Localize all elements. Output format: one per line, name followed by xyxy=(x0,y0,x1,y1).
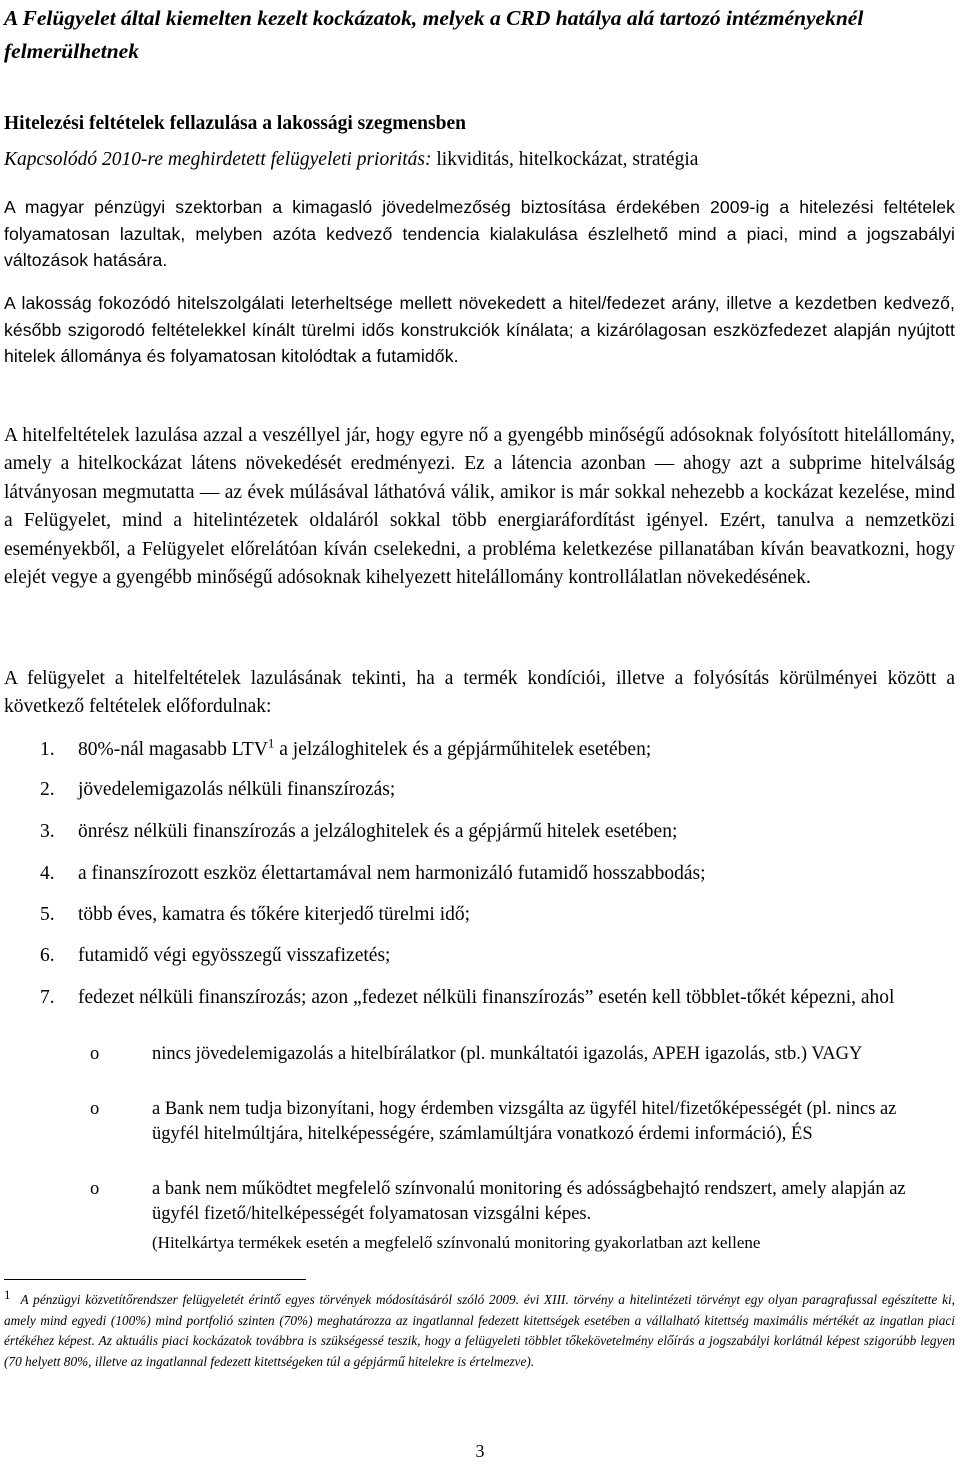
sub-list-bullet: o xyxy=(90,1099,100,1119)
footnote-reference: 1 xyxy=(267,735,275,751)
related-priority-value: likviditás, hitelkockázat, stratégia xyxy=(431,149,699,170)
page-heading: A Felügyelet által kiemelten kezelt kockázatok, melyek a CRD hatálya alá tartozó intézményeknél felmerülhetnek xyxy=(4,6,864,63)
list-text: a finanszírozott eszköz élettartamával nem harmonizáló futamidő hosszabbodás; xyxy=(78,863,706,884)
related-priority-label: Kapcsolódó 2010-re meghirdetett felügyeleti prioritás: xyxy=(4,149,432,170)
list-text: 80%-nál magasabb LTV xyxy=(78,739,268,760)
footnote-text: A pénzügyi közvetítőrendszer felügyeletét érintő egyes törvények módosításáról szóló 2009. évi XIII. törvény a hitelintézeti törvényt egy olyan paragrafussal egészítette ki, amely mind egyedi (100%) mind portfolió szinten (70%) meghatározza az ingatlannal fedezett kitettségek esetében a vállalható kitettség maximális mértékét az ingatlan piaci értékéhez képest. Az aktuális piaci kockázatok továbbra is szükségessé teszik, hogy a felügyeleti többlet tőkekövetelmény előírás a jogszabályi korlátnál képest szigorúbb legyen (70 helyett 80%, illetve az ingatlannal fedezett kitettségeken túl a gépjármű hitelekre is értelmezve). xyxy=(4,1292,955,1369)
trailing-note: (Hitelkártya termékek esetén a megfelelő színvonalú monitoring gyakorlatban azt kellene xyxy=(152,1233,761,1252)
list-number: 7. xyxy=(40,987,55,1008)
list-text-after: a jelzáloghitelek és a gépjárműhitelek esetében; xyxy=(274,739,652,760)
sub-list-bullet: o xyxy=(90,1179,100,1199)
list-number: 2. xyxy=(40,779,55,800)
section-title: Hitelezési feltételek fellazulása a lakossági szegmensben xyxy=(4,113,466,134)
list-text: futamidő végi egyösszegű visszafizetés; xyxy=(78,945,391,966)
page-number: 3 xyxy=(475,1441,485,1461)
list-text: több éves, kamatra és tőkére kiterjedő türelmi idő; xyxy=(78,904,471,925)
list-number: 3. xyxy=(40,821,55,842)
sub-list-text: a bank nem működtet megfelelő színvonalú monitoring és adósságbehajtó rendszert, amely alapján az ügyfél fizető/hitelképességét folyamatosan vizsgálni képes. xyxy=(152,1179,906,1224)
list-text: önrész nélküli finanszírozás a jelzáloghitelek és a gépjármű hitelek esetében; xyxy=(78,821,678,842)
list-number: 1. xyxy=(40,739,55,760)
footnote-mark: 1 xyxy=(4,1286,11,1302)
footnote-separator xyxy=(4,1279,306,1280)
sub-list-text: a Bank nem tudja bizonyítani, hogy érdemben vizsgálta az ügyfél hitel/fizetőképességét (pl. nincs az ügyfél hitelmúltjára, hitelképességére, számlamúltjára vonatkozó érdemi információ), ÉS xyxy=(152,1099,897,1144)
sub-list-bullet: o xyxy=(90,1044,100,1064)
list-text: fedezet nélküli finanszírozás; azon „fedezet nélküli finanszírozás” esetén kell többlet-tőkét képezni, ahol xyxy=(78,987,895,1008)
paragraph-3: A hitelfeltételek lazulása azzal a veszéllyel jár, hogy egyre nő a gyengébb minőségű adósoknak folyósított hitelállomány, amely a hitelkockázat látens növekedését eredményezi. Ez a látencia azonban ― ahogy azt a subprime hitelválság látványosan megmutatta ― az évek múlásával láthatóvá válik, amikor is már sokkal nehezebb a kockázat kezelése, mind a Felügyelet, mind a hitelintézetek oldaláról sokkal több energiaráfordítást igényel. Ezért, tanulva a nemzetközi eseményekből, a Felügyelet előrelátóan kíván cselekedni, a probléma keletkezése pillanatában kíván beavatkozni, hogy elejét vegye a gyengébb minőségű adósoknak kihelyezett hitelállomány kontrollálatlan növekedésének. xyxy=(4,425,955,589)
list-number: 4. xyxy=(40,863,55,884)
sub-list-text: nincs jövedelemigazolás a hitelbírálatkor (pl. munkáltatói igazolás, APEH igazolás, stb.) VAGY xyxy=(152,1044,863,1064)
related-priority xyxy=(4,146,954,174)
paragraph-1: A magyar pénzügyi szektorban a kimagasló jövedelmezőség biztosítása érdekében 2009-ig a hitelezési feltételek folyamatosan lazultak, melyben azóta kedvező tendencia kialakulása észlelhető mind a piaci, mind a jogszabályi változások hatására. xyxy=(4,197,955,270)
footnote xyxy=(4,1286,955,1372)
paragraph-2: A lakosság fokozódó hitelszolgálati leterheltsége mellett növekedett a hitel/fedezet arány, illetve a kezdetben kedvező, később szigorodó feltételekkel kínált türelmi idős konstrukciók kínálata; a kizárólagosan eszközfedezet alapján nyújtott hitelek állománya és folyamatosan kitolódtak a futamidők. xyxy=(4,293,955,366)
list-number: 5. xyxy=(40,904,55,925)
list-text: jövedelemigazolás nélküli finanszírozás; xyxy=(78,779,396,800)
paragraph-4: A felügyelet a hitelfeltételek lazulásának tekinti, ha a termék kondíciói, illetve a folyósítás körülményei között a következő feltételek előfordulnak: xyxy=(4,668,955,717)
list-number: 6. xyxy=(40,945,55,966)
